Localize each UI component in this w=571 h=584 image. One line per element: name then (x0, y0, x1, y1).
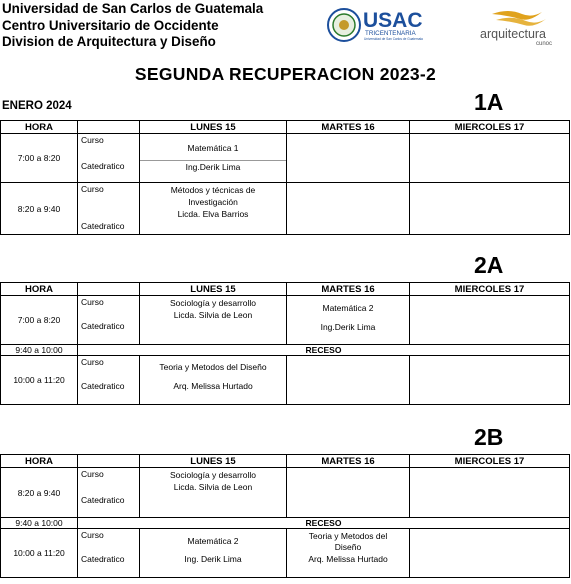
usac-logo (327, 6, 432, 44)
teacher-name: Ing. Derik Lima (184, 554, 242, 564)
table-row (1, 468, 570, 518)
hora-cell: 7:00 a 8:20 (1, 134, 78, 183)
curso-label: Curso (81, 135, 104, 145)
course-name: Teoria y Metodos del (308, 531, 388, 541)
teacher-name: Arq. Melissa Hurtado (173, 381, 253, 391)
schedule-table-2b (0, 454, 570, 578)
division-name: Division de Arquitectura y Diseño (2, 34, 216, 49)
course-name: Métodos y técnicas de (170, 185, 256, 195)
course-name: Matemática 1 (187, 143, 239, 153)
col-blank (78, 283, 140, 296)
hora-cell: 8:20 a 9:40 (1, 183, 78, 235)
arq-logo-sub: cunoc (536, 41, 553, 46)
course-name: Sociología y desarrollo (170, 298, 256, 308)
col-miercoles: MIERCOLES 17 (410, 121, 570, 134)
table-row (1, 134, 570, 183)
teacher-name: Arq. Melissa Hurtado (308, 554, 388, 564)
group-title-2b: 2B (474, 424, 504, 450)
miercoles-cell (410, 468, 570, 518)
teacher-name: Licda. Silvia de Leon (173, 482, 253, 492)
hora-cell: 9:40 a 10:00 (1, 518, 78, 529)
miercoles-cell (410, 356, 570, 405)
center-name: Centro Universitario de Occidente (2, 17, 219, 33)
month-label: ENERO 2024 (2, 100, 72, 112)
university-name: Universidad de San Carlos de Guatemala (2, 1, 264, 16)
col-miercoles: MIERCOLES 17 (410, 283, 570, 296)
usac-logo-sub: TRICENTENARIA (365, 30, 416, 37)
label-cell (78, 134, 140, 183)
col-lunes: LUNES 15 (140, 455, 287, 468)
martes-cell (287, 468, 410, 518)
martes-cell (287, 296, 410, 345)
lunes-cell (140, 468, 287, 518)
col-hora: HORA (1, 283, 78, 296)
martes-cell (287, 356, 410, 405)
curso-label: Curso (81, 357, 104, 367)
hora-cell: 10:00 a 11:20 (1, 356, 78, 405)
teacher-name: Licda. Silvia de Leon (173, 310, 253, 320)
table-row (1, 296, 570, 345)
course-name: Teoria y Metodos del Diseño (159, 362, 267, 372)
col-blank (78, 121, 140, 134)
martes-cell (287, 183, 410, 235)
group-title-1a: 1A (474, 89, 504, 115)
col-hora: HORA (1, 455, 78, 468)
schedule-table-2a (0, 282, 570, 405)
teacher-name: Ing.Derik Lima (185, 162, 241, 172)
group-title-2a: 2A (474, 252, 504, 278)
teacher-name: Licda. Elva Barrios (177, 209, 249, 219)
lunes-cell (140, 529, 287, 578)
curso-label: Curso (81, 184, 104, 194)
recess-row (1, 345, 570, 356)
miercoles-cell (410, 183, 570, 235)
page-title: SEGUNDA RECUPERACION 2023-2 (134, 64, 437, 84)
col-martes: MARTES 16 (287, 121, 410, 134)
table-header-row (1, 455, 570, 468)
miercoles-cell (410, 134, 570, 183)
usac-logo-text: USAC (363, 9, 423, 32)
catedratico-label: Catedratico (81, 554, 125, 564)
course-name-cont: Investigación (188, 197, 238, 207)
col-martes: MARTES 16 (287, 455, 410, 468)
lunes-cell (140, 134, 287, 183)
miercoles-cell (410, 529, 570, 578)
usac-logo-sub2: Universidad de San Carlos de Guatemala (364, 37, 423, 41)
col-martes: MARTES 16 (287, 283, 410, 296)
schedule-table-1a (0, 120, 570, 235)
catedratico-label: Catedratico (81, 321, 125, 331)
catedratico-label: Catedratico (81, 161, 125, 171)
label-cell (78, 296, 140, 345)
hora-cell: 7:00 a 8:20 (1, 296, 78, 345)
recess-label: RECESO (78, 345, 570, 356)
institution-header (2, 1, 263, 51)
col-hora: HORA (1, 121, 78, 134)
course-name-cont: Diseño (334, 542, 362, 552)
col-blank (78, 455, 140, 468)
hora-cell: 8:20 a 9:40 (1, 468, 78, 518)
miercoles-cell (410, 296, 570, 345)
course-name: Sociología y desarrollo (170, 470, 256, 480)
martes-cell (287, 134, 410, 183)
recess-row (1, 518, 570, 529)
col-miercoles: MIERCOLES 17 (410, 455, 570, 468)
table-row (1, 529, 570, 578)
label-cell (78, 468, 140, 518)
martes-cell (287, 529, 410, 578)
table-header-row (1, 283, 570, 296)
table-row (1, 356, 570, 405)
table-row (1, 183, 570, 235)
label-cell (78, 529, 140, 578)
catedratico-label: Catedratico (81, 495, 125, 505)
curso-label: Curso (81, 530, 104, 540)
label-cell (78, 183, 140, 235)
hora-cell: 10:00 a 11:20 (1, 529, 78, 578)
catedratico-label: Catedratico (81, 221, 125, 231)
arq-logo-text: arquitectura (480, 27, 547, 41)
arquitectura-logo (480, 6, 564, 46)
recess-label: RECESO (78, 518, 570, 529)
table-header-row (1, 121, 570, 134)
hora-cell: 9:40 a 10:00 (1, 345, 78, 356)
teacher-name: Ing.Derik Lima (320, 322, 376, 332)
lunes-cell (140, 183, 287, 235)
lunes-cell (140, 296, 287, 345)
col-lunes: LUNES 15 (140, 121, 287, 134)
label-cell (78, 356, 140, 405)
catedratico-label: Catedratico (81, 381, 125, 391)
col-lunes: LUNES 15 (140, 283, 287, 296)
curso-label: Curso (81, 297, 104, 307)
curso-label: Curso (81, 469, 104, 479)
course-name: Matemática 2 (322, 303, 374, 313)
course-name: Matemática 2 (187, 536, 239, 546)
lunes-cell (140, 356, 287, 405)
